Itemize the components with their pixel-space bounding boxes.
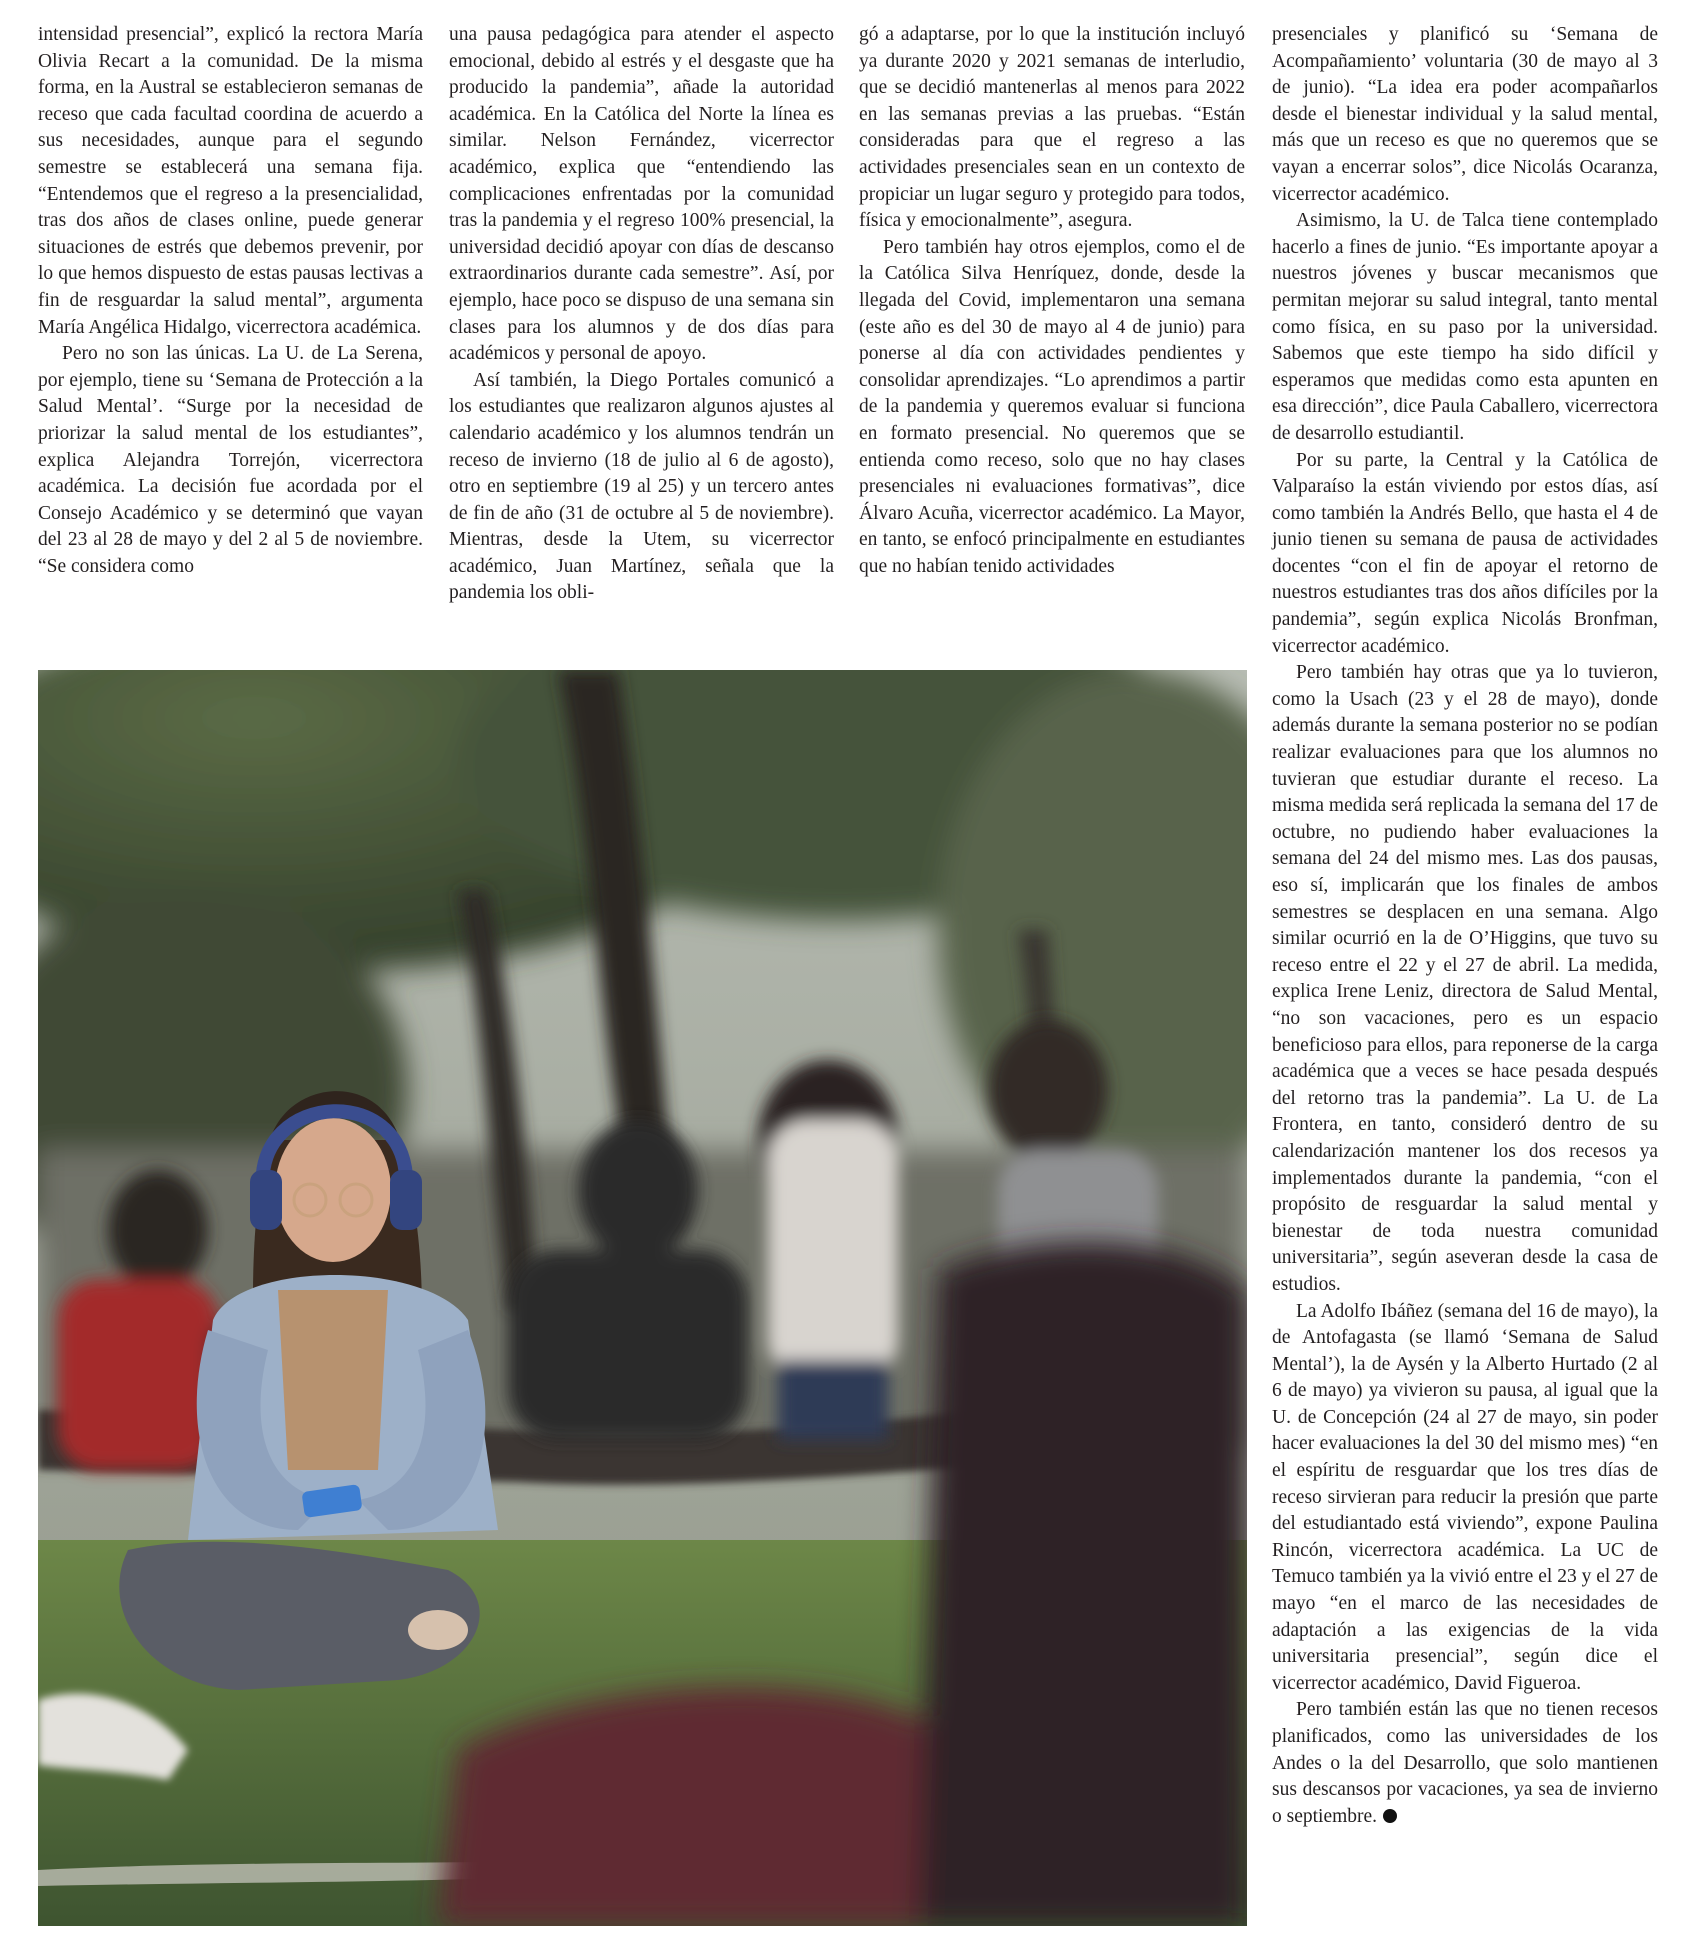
paragraph: presenciales y planificó su ‘Semana de Acompañamiento’ voluntaria (30 de mayo al 3 de junio). “La idea era poder acompañarlos desde el bienestar individual y la salud mental, más que un receso es que no queremos que se vayan a encerrar solos”, dice Nicolás Ocaranza, vicerrector académico. [1272, 24, 1658, 205]
paragraph-last [1272, 1697, 1658, 1830]
photo-illustration [38, 670, 1247, 1926]
end-of-article-dot-icon [1383, 1809, 1397, 1823]
paragraph: Asimismo, la U. de Talca tiene contemplado hacerlo a fines de junio. “Es importante apoyar a nuestros jóvenes y buscar mecanismos que permitan mejorar su salud integral, tanto mental como física, en su paso por la universidad. Sabemos que este tiempo ha sido difícil y esperamos que medidas como esta apunten en esa dirección”, dice Paula Caballero, vicerrectora de desarrollo estudiantil. [1272, 210, 1658, 444]
article-column-3 [859, 22, 1245, 580]
article-column-4 [1272, 22, 1658, 1830]
paragraph: intensidad presencial”, explicó la rectora María Olivia Recart a la comunidad. De la misma forma, en la Austral se establecieron semanas de receso que cada facultad coordina de acuerdo a sus necesidades, aunque para el segundo semestre se establecerá una semana fija. “Entendemos que el regreso a la presencialidad, tras dos años de clases online, puede generar situaciones de estrés que debemos prevenir, por lo que hemos dispuesto de estas pausas lectivas a fin de resguardar la salud mental”, argumenta María Angélica Hidalgo, vicerrectora académica. [38, 24, 423, 338]
paragraph-last-text: Pero también están las que no tienen recesos planificados, como las universidades de los Andes o la del Desarrollo, que solo mantienen sus descansos por vacaciones, ya sea de invierno o septiembre. [1272, 1699, 1658, 1827]
paragraph: una pausa pedagógica para atender el aspecto emocional, debido al estrés y el desgaste que ha producido la pandemia”, añade la autoridad académica. En la Católica del Norte la línea es similar. Nelson Fernández, vicerrector académico, explica que “entendiendo las complicaciones enfrentadas por la comunidad tras la pandemia y el regreso 100% presencial, la universidad decidió apoyar con días de descanso extraordinarios durante cada semestre”. Así, por ejemplo, hace poco se dispuso de una semana sin clases para los alumnos y de dos días para académicos y personal de apoyo. [449, 24, 834, 365]
article-column-2 [449, 22, 834, 607]
paragraph: La Adolfo Ibáñez (semana del 16 de mayo), la de Antofagasta (se llamó ‘Semana de Salud Mental’), la de Aysén y la Alberto Hurtado (2 al 6 de mayo) ya vivieron su pausa, al igual que la U. de Concepción (24 al 27 de mayo, sin poder hacer evaluaciones la del 30 del mismo mes) “en el espíritu de resguardar que los tres días de receso sirvieran para reducir la presión que parte del estudiantado está viviendo”, expone Paulina Rincón, vicerrectora académica. La UC de Temuco también ya la vivió entre el 23 y el 27 de mayo “en el marco de las necesidades de adaptación a las exigencias de la vida universitaria presencial”, según dice el vicerrector académico, David Figueroa. [1272, 1300, 1658, 1694]
paragraph: gó a adaptarse, por lo que la institución incluyó ya durante 2020 y 2021 semanas de interludio, que se decidió mantenerlas al menos para 2022 en las semanas previas a las pruebas. “Están consideradas para que el regreso a las actividades presenciales sean en un contexto de propiciar un lugar seguro y protegido para todos, física y emocionalmente”, asegura. [859, 24, 1245, 232]
paragraph: Así también, la Diego Portales comunicó a los estudiantes que realizaron algunos ajustes al calendario académico y los alumnos tendrán un receso de invierno (18 de julio al 6 de agosto), otro en septiembre (19 al 25) y un tercero antes de fin de año (31 de octubre al 5 de noviembre). Mientras, desde la Utem, su vicerrector académico, Juan Martínez, señala que la pandemia los obli- [449, 369, 834, 604]
paragraph: Pero también hay otras que ya lo tuvieron, como la Usach (23 y el 28 de mayo), donde además durante la semana posterior no se podían realizar evaluaciones para que los alumnos no tuvieran que estudiar durante el receso. La misma medida será replicada la semana del 17 de octubre, no pudiendo haber evaluaciones la semana del 24 del mismo mes. Las dos pausas, eso sí, implicarán que los finales de ambos semestres se desplacen en una semana. Algo similar ocurrió en la de O’Higgins, que tuvo su receso entre el 22 y el 27 de abril. La medida, explica Irene Leniz, directora de Salud Mental, “no son vacaciones, pero es un espacio beneficioso para ellos, para reponerse de la carga académica que a veces se hace pesada después del retorno tras la pandemia”. La U. de La Frontera, en tanto, consideró dentro de su calendarización mantener los dos recesos ya implementados durante la pandemia, “con el propósito de resguardar la salud mental y bienestar de toda nuestra comunidad universitaria”, según aseveran desde la casa de estudios. [1272, 662, 1658, 1295]
article-column-1 [38, 22, 423, 580]
article-photo [38, 670, 1247, 1926]
paragraph: Pero no son las únicas. La U. de La Serena, por ejemplo, tiene su ‘Semana de Protección a la Salud Mental’. “Surge por la necesidad de priorizar la salud mental de los estudiantes”, explica Alejandra Torrejón, vicerrectora académica. La decisión fue acordada por el Consejo Académico y se determinó que vayan del 23 al 28 de mayo y del 2 al 5 de noviembre. “Se considera como [38, 343, 423, 577]
paragraph: Pero también hay otros ejemplos, como el de la Católica Silva Henríquez, donde, desde la llegada del Covid, implementaron una semana (este año es del 30 de mayo al 4 de junio) para ponerse al día con actividades pendientes y consolidar aprendizajes. “Lo aprendimos a partir de la pandemia y queremos evaluar si funciona en formato presencial. No queremos que se entienda como receso, solo que no hay clases presenciales ni evaluaciones formativas”, dice Álvaro Acuña, vicerrector académico. La Mayor, en tanto, se enfocó principalmente en estudiantes que no habían tenido actividades [859, 236, 1245, 577]
paragraph: Por su parte, la Central y la Católica de Valparaíso la están viviendo por estos días, así como también la Andrés Bello, que hasta el 4 de junio tienen su semana de pausa de actividades docentes “con el fin de apoyar el retorno de nuestros estudiantes tras dos años difíciles por la pandemia”, según explica Nicolás Bronfman, vicerrector académico. [1272, 449, 1658, 657]
